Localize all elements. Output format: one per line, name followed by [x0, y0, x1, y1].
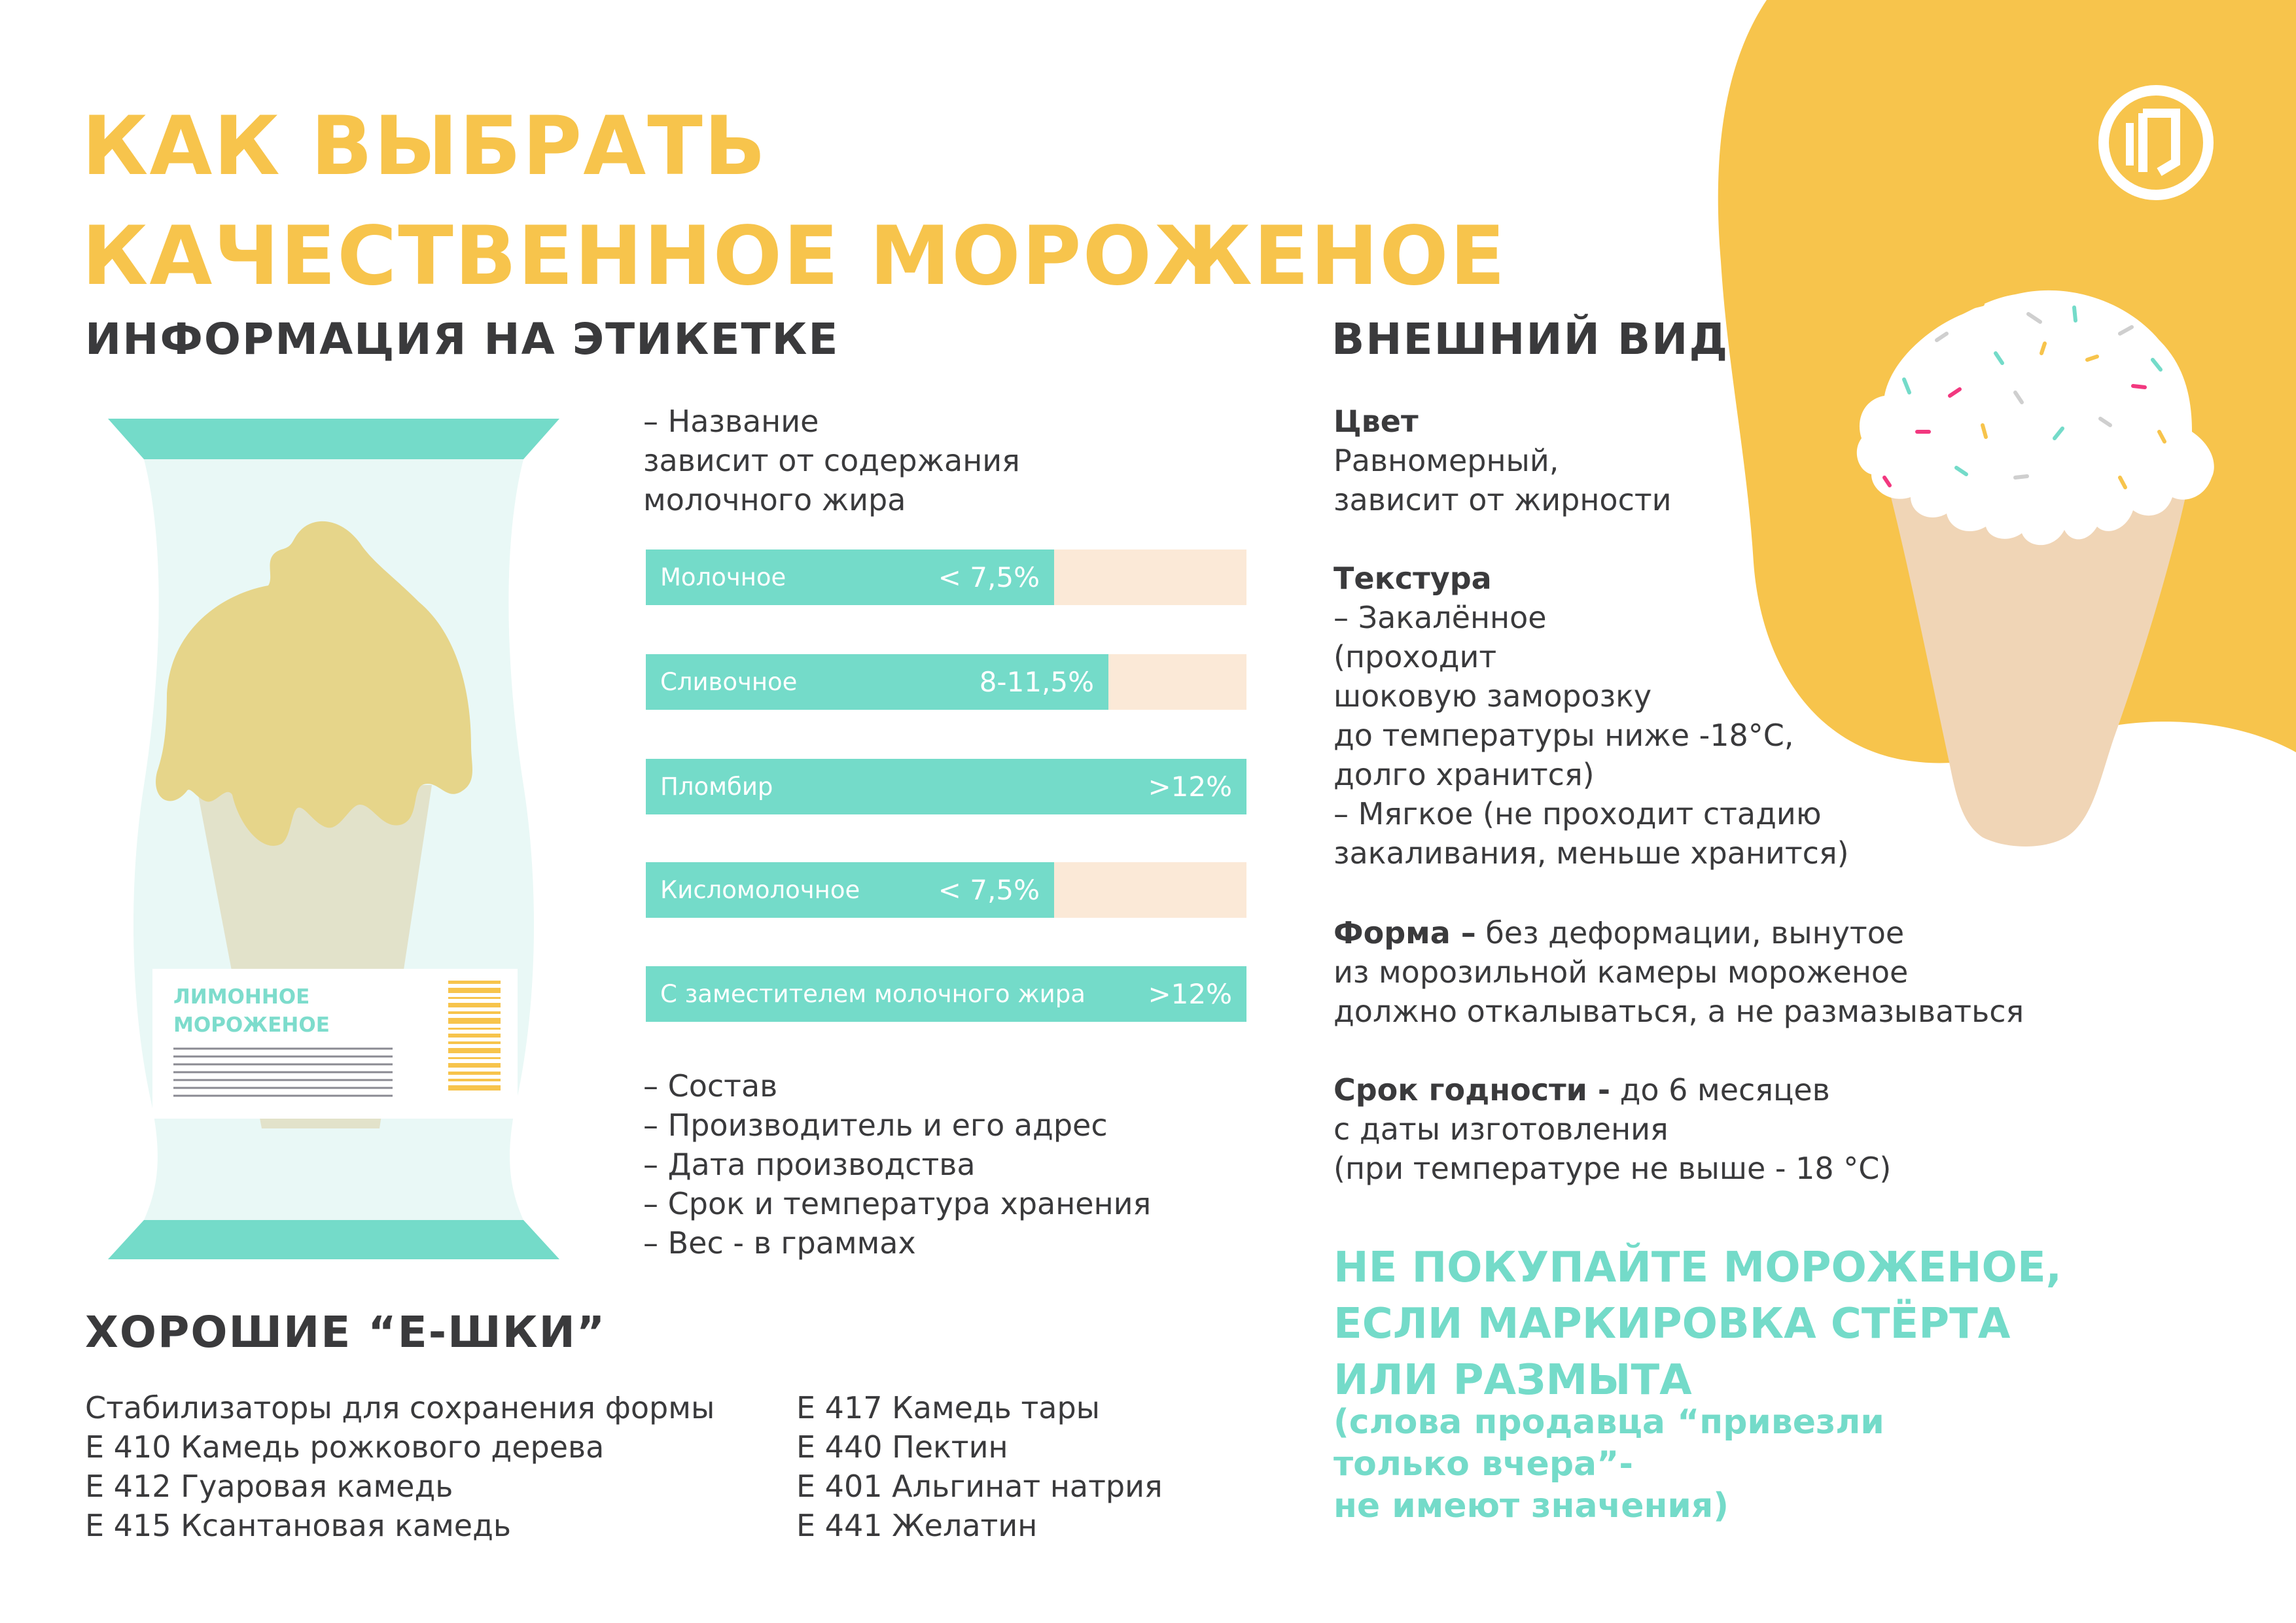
fat-bar-cream: [646, 654, 1246, 710]
form-line: должно откалываться, а не размазываться: [1333, 994, 2024, 1029]
form-line: без деформации, вынутое: [1475, 915, 1905, 951]
label-info-list: [643, 1066, 1151, 1263]
warning-note-line: не имеют значения): [1333, 1486, 1729, 1526]
list-item: Е 441 Желатин: [796, 1508, 1038, 1543]
ice-cream-package-illustration: [105, 419, 563, 1263]
list-item: – Вес - в граммах: [643, 1225, 916, 1261]
list-item: Е 412 Гуаровая камедь: [85, 1469, 453, 1504]
list-item: Е 415 Ксантановая камедь: [85, 1508, 512, 1543]
fat-bar-sour-milk: [646, 862, 1246, 918]
texture-line: до температуры ниже -18°С,: [1333, 718, 1794, 753]
fat-bar-label: Пломбир: [660, 773, 773, 801]
list-item: Е 410 Камедь рожкового дерева: [85, 1429, 605, 1465]
e-additives-col-1: [85, 1388, 715, 1545]
label-info-heading: ИНФОРМАЦИЯ НА ЭТИКЕТКЕ: [85, 314, 839, 364]
list-item: – Дата производства: [643, 1147, 976, 1182]
title-line-2: КАЧЕСТВЕННОЕ МОРОЖЕНОЕ: [82, 209, 1507, 304]
fat-bar-plombir: [646, 759, 1246, 814]
fat-bar-value: >12%: [1148, 978, 1232, 1010]
texture-title: Текстура: [1333, 561, 1492, 596]
color-line: Равномерный,: [1333, 443, 1559, 478]
warning-line: НЕ ПОКУПАЙТЕ МОРОЖЕНОЕ,: [1333, 1244, 2062, 1292]
warning-line: ЕСЛИ МАРКИРОВКА СТЁРТА: [1333, 1300, 2011, 1348]
list-item: Е 417 Камедь тары: [796, 1390, 1100, 1425]
color-title: Цвет: [1333, 404, 1419, 439]
shelf-line: (при температуре не выше - 18 °С): [1333, 1151, 1892, 1186]
fat-bar-label: Молочное: [660, 563, 786, 591]
name-line-2: зависит от содержания: [643, 443, 1020, 478]
fat-bar-value: 8-11,5%: [979, 666, 1094, 698]
shelf-line: до 6 месяцев: [1610, 1072, 1830, 1108]
list-item: – Срок и температура хранения: [643, 1186, 1152, 1221]
texture-line: шоковую заморозку: [1333, 678, 1652, 714]
fat-bar-value: < 7,5%: [938, 874, 1040, 906]
color-line: зависит от жирности: [1333, 482, 1672, 517]
texture-line: закаливания, меньше хранится): [1333, 835, 1849, 871]
warning-note: [1333, 1401, 1884, 1527]
list-item: Е 401 Альгинат натрия: [796, 1469, 1163, 1504]
barcode-icon: [448, 981, 501, 1091]
e-additives-heading: ХОРОШИЕ “Е-ШКИ”: [85, 1307, 607, 1357]
title-line-1: КАК ВЫБРАТЬ: [82, 99, 768, 194]
list-item: – Состав: [643, 1068, 778, 1104]
texture-line: – Мягкое (не проходит стадию: [1333, 796, 1822, 831]
fat-bar-milk: [646, 550, 1246, 605]
warning-text: [1333, 1240, 2062, 1408]
shelf-line: с даты изготовления: [1333, 1111, 1669, 1147]
warning-note-line: только вчера”-: [1333, 1444, 1633, 1484]
ice-cream-cone-illustration: [1819, 281, 2251, 857]
name-description: [643, 402, 1020, 519]
warning-line: ИЛИ РАЗМЫТА: [1333, 1356, 1692, 1405]
appearance-color: [1333, 402, 1672, 519]
fat-bar-label: С заместителем молочного жира: [660, 980, 1086, 1008]
page-title: [82, 92, 1506, 311]
e-additives-col-2: [796, 1388, 1163, 1545]
appearance-texture: [1333, 559, 1849, 873]
name-line-3: молочного жира: [643, 482, 906, 517]
texture-line: (проходит: [1333, 639, 1497, 674]
name-line-1: – Название: [643, 404, 819, 439]
texture-line: – Закалённое: [1333, 600, 1547, 635]
shelf-title: Срок годности -: [1333, 1072, 1610, 1108]
package-label-line-1: ЛИМОННОЕ: [173, 985, 310, 1009]
list-item: Стабилизаторы для сохранения формы: [85, 1390, 715, 1425]
fat-bar-substitute: [646, 966, 1246, 1022]
package-label-line-2: МОРОЖЕНОЕ: [173, 1013, 330, 1037]
fat-bar-label: Сливочное: [660, 668, 798, 696]
package-label-lines: [173, 1046, 396, 1105]
fat-bar-value: >12%: [1148, 771, 1232, 803]
fat-bar-value: < 7,5%: [938, 561, 1040, 593]
appearance-shelf-life: [1333, 1070, 1891, 1188]
list-item: – Производитель и его адрес: [643, 1108, 1108, 1143]
appearance-form: [1333, 913, 2024, 1031]
list-item: Е 440 Пектин: [796, 1429, 1008, 1465]
appearance-heading: ВНЕШНИЙ ВИД: [1332, 314, 1729, 364]
warning-note-line: (слова продавца “привезли: [1333, 1403, 1884, 1442]
package-label: [152, 969, 518, 1119]
fat-bar-label: Кисломолочное: [660, 876, 860, 904]
texture-line: долго хранится): [1333, 757, 1595, 792]
form-title: Форма –: [1333, 915, 1476, 951]
form-line: из морозильной камеры мороженое: [1333, 954, 1909, 990]
logo-icon: [2097, 84, 2215, 201]
